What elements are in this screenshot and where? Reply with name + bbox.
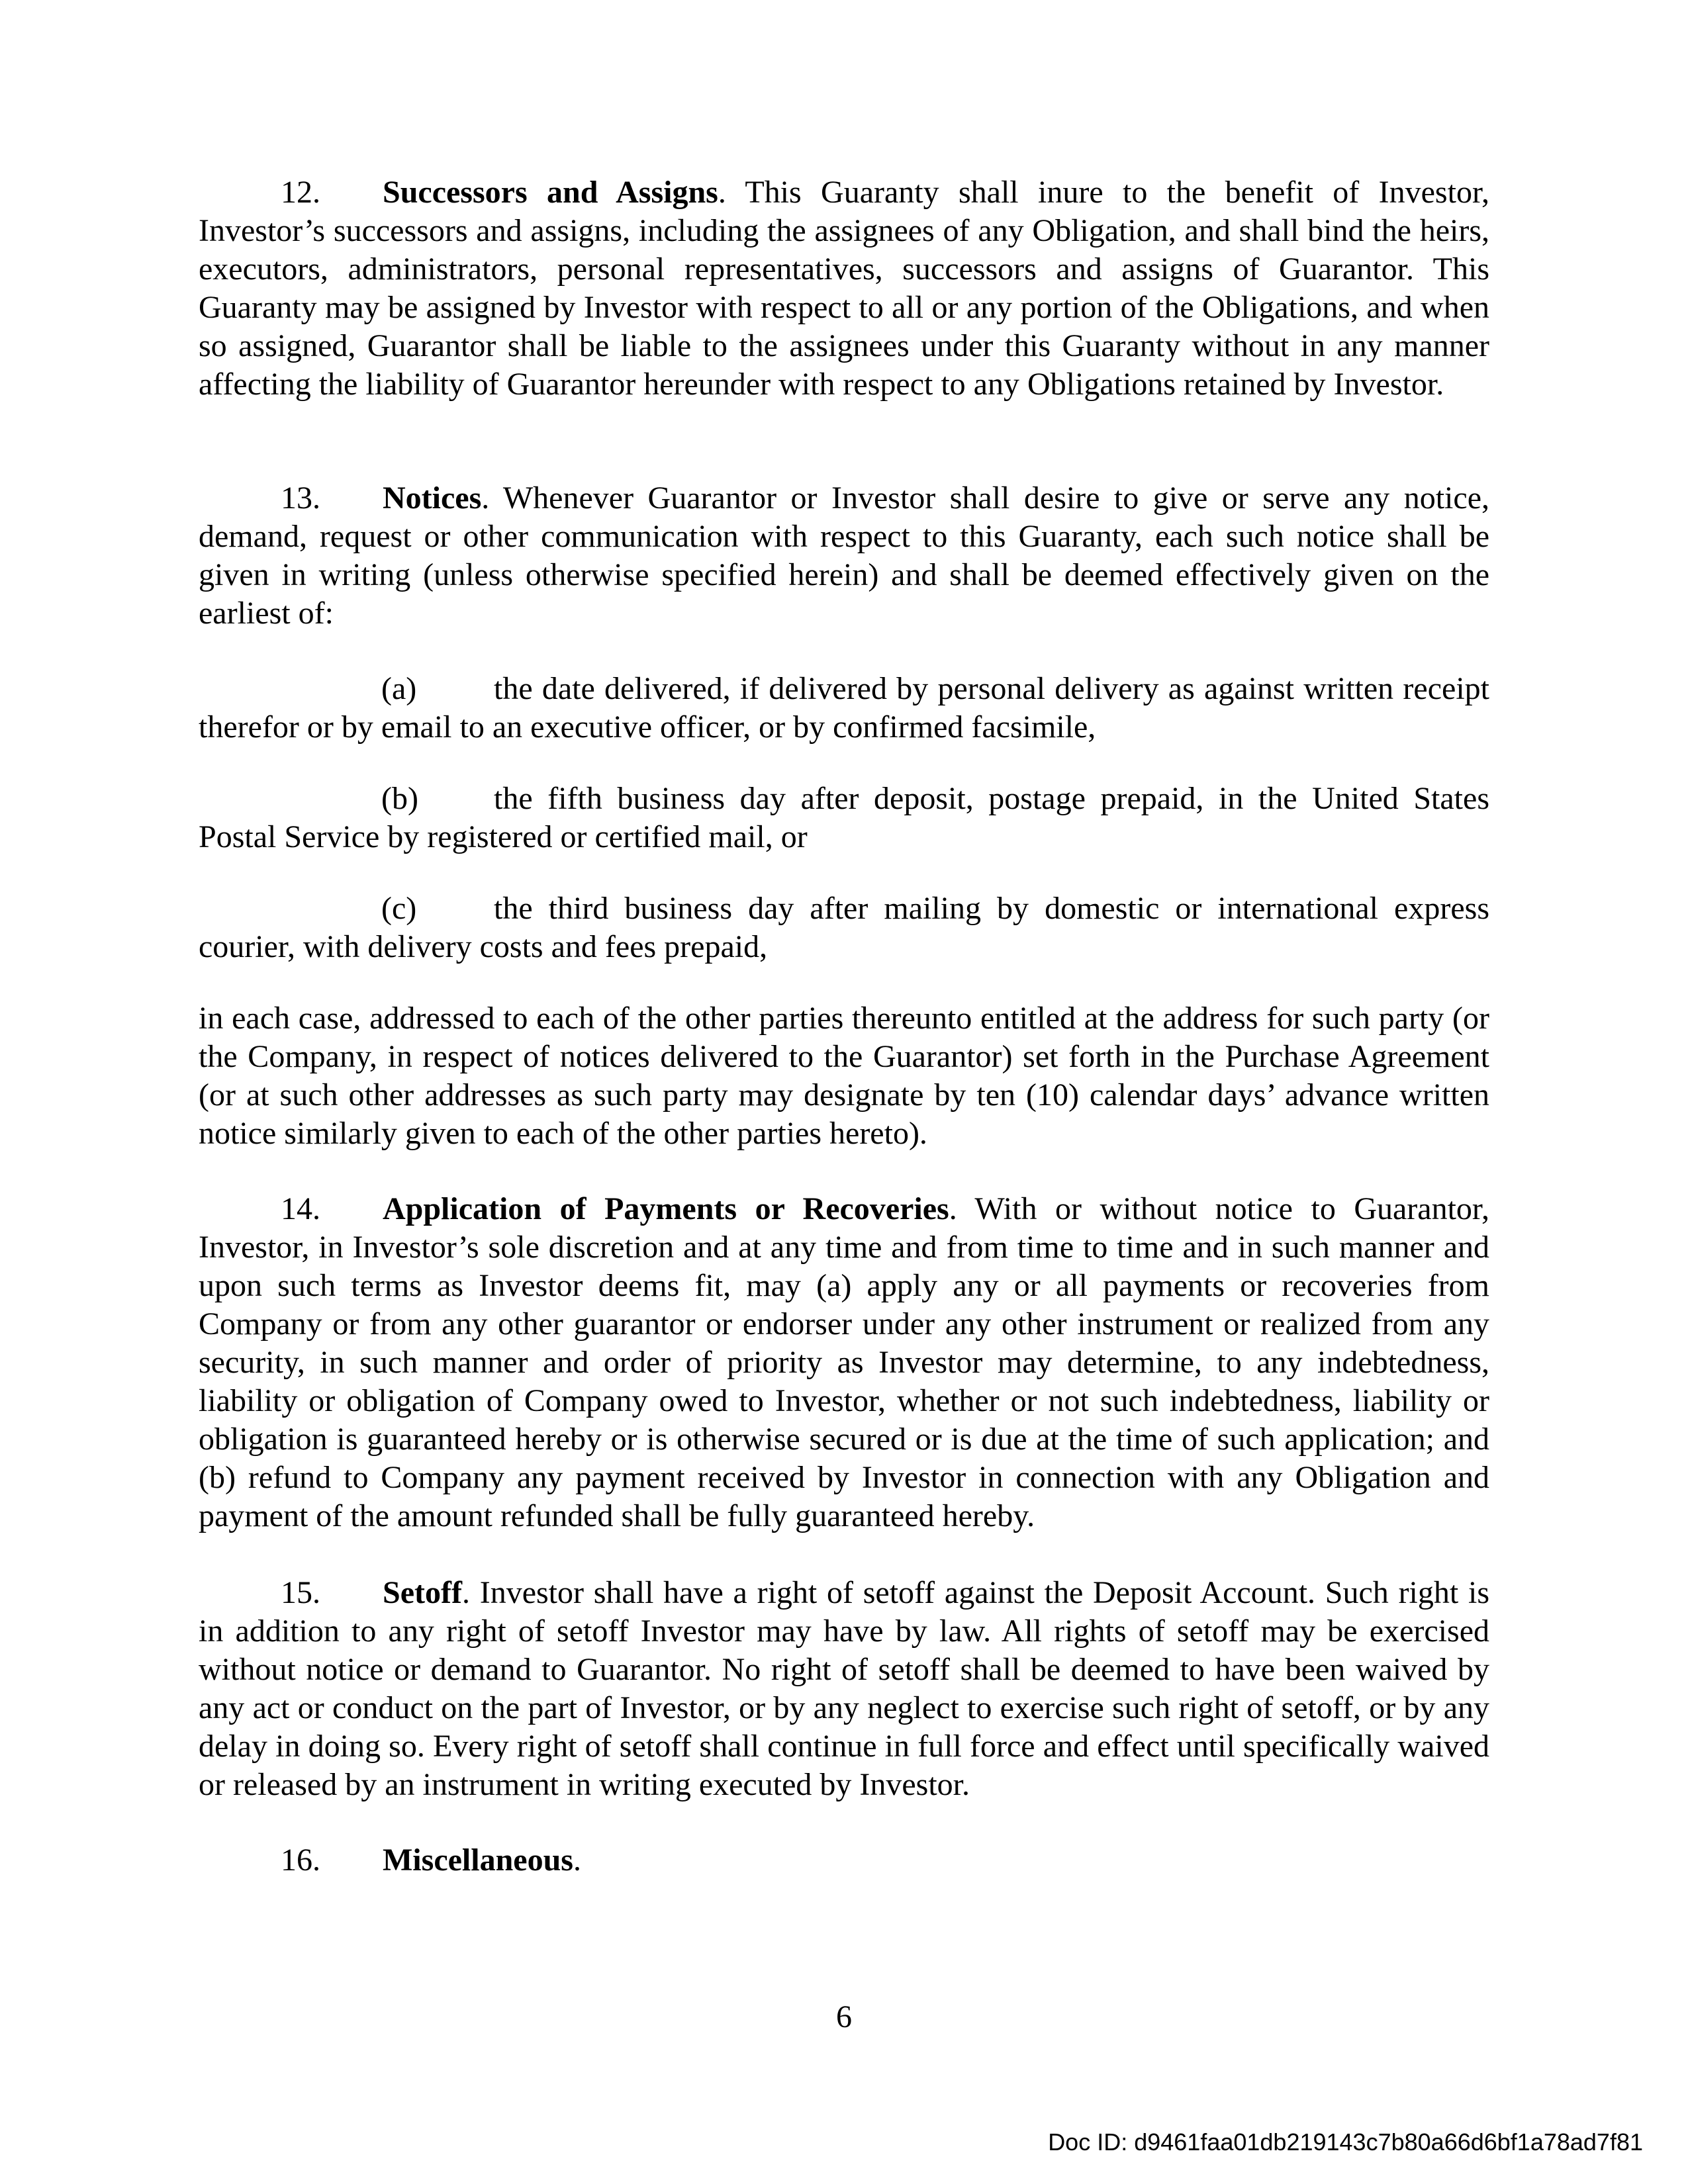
section-number: 16. (281, 1843, 320, 1878)
subitem-b (199, 780, 1489, 856)
section-paragraph (199, 1190, 1489, 1535)
section-paragraph (199, 479, 1489, 633)
section-text: . Whenever Guarantor or Investor shall desire to give or serve any notice, demand, request or other communication with respect to this Guaranty, each such notice shall be given in writing (unless otherwise specified herein) and shall be deemed effectively given on the earliest of: (199, 480, 1489, 631)
subitem-a (199, 670, 1489, 747)
subitem-c (199, 889, 1489, 966)
section-number: 13. (281, 480, 320, 516)
subitem-text: the third business day after mailing by domestic or international express courier, with delivery costs and fees prepaid, (199, 891, 1489, 964)
subitem-text: the fifth business day after deposit, postage prepaid, in the United States Postal Service by registered or certified mail, or (199, 781, 1489, 854)
closing-paragraph: in each case, addressed to each of the other parties thereunto entitled at the address for such party (or the Company, in respect of notices delivered to the Guarantor) set forth in the Purchase Agreement (or at such other addresses as such party may designate by ten (10) calendar days’ advance written notice similarly given to each of the other parties hereto). (199, 1001, 1489, 1151)
section-heading: Successors and Assigns (383, 175, 718, 210)
section-15 (199, 1574, 1489, 1804)
section-heading: Application of Payments or Recoveries (383, 1191, 949, 1226)
section-number: 14. (281, 1191, 320, 1226)
subitem-paragraph (199, 670, 1489, 747)
section-12 (199, 173, 1489, 404)
section-paragraph (199, 1574, 1489, 1804)
subitem-paragraph (199, 889, 1489, 966)
section-number: 15. (281, 1575, 320, 1610)
subitem-label: (b) (381, 781, 418, 816)
subitem-paragraph (199, 780, 1489, 856)
section-13 (199, 479, 1489, 633)
section-text: . Investor shall have a right of setoff against the Deposit Account. Such right is in addition to any right of setoff Investor may have by law. All rights of setoff may be exercised without notice or demand to Guarantor. No right of setoff shall be deemed to have been waived by any act or conduct on the part of Investor, or by any neglect to exercise such right of setoff, or by any delay in doing so. Every right of setoff shall continue in full force and effect until specifically waived or released by an instrument in writing executed by Investor. (199, 1575, 1489, 1802)
subitem-text: the date delivered, if delivered by personal delivery as against written receipt therefor or by email to an executive officer, or by confirmed facsimile, (199, 671, 1489, 745)
section-heading: Notices (383, 480, 482, 516)
page-number: 6 (836, 1999, 852, 2034)
notices-closing (199, 999, 1489, 1153)
section-text: . This Guaranty shall inure to the benefit of Investor, Investor’s successors and assigns, including the assignees of any Obligation, and shall bind the heirs, executors, administrators, personal representatives, successors and assigns of Guarantor. This Guaranty may be assigned by Investor with respect to all or any portion of the Obligations, and when so assigned, Guarantor shall be liable to the assignees under this Guaranty without in any manner affecting the liability of Guarantor hereunder with respect to any Obligations retained by Investor. (199, 175, 1490, 402)
section-heading: Miscellaneous (383, 1843, 573, 1878)
subitem-label: (c) (381, 891, 417, 926)
section-14 (199, 1190, 1489, 1535)
section-text: . With or without notice to Guarantor, Investor, in Investor’s sole discretion and at any time and from time to time and in such manner and upon such terms as Investor deems fit, may (a) apply any or all payments or recoveries from Company or from any other guarantor or endorser under any other instrument or realized from any security, in such manner and order of priority as Investor may determine, to any indebtedness, liability or obligation of Company owed to Investor, whether or not such indebtedness, liability or obligation is guaranteed hereby or is otherwise secured or is due at the time of such application; and (b) refund to Company any payment received by Investor in connection with any Obligation and payment of the amount refunded shall be fully guaranteed hereby. (199, 1191, 1489, 1533)
section-paragraph (199, 1841, 1489, 1880)
section-paragraph (199, 173, 1489, 404)
subitem-label: (a) (381, 671, 417, 706)
section-heading: Setoff (383, 1575, 462, 1610)
section-16 (199, 1841, 1489, 1880)
section-text: . (573, 1843, 581, 1878)
section-number: 12. (281, 175, 320, 210)
doc-id: Doc ID: d9461faa01db219143c7b80a66d6bf1a78ad7f81 (1048, 2128, 1643, 2156)
